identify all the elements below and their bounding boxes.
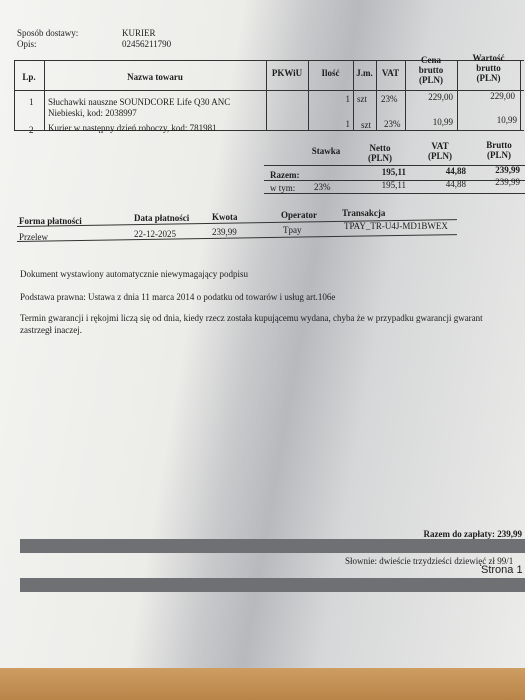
summary-bottom-border xyxy=(264,193,525,194)
payment-header-date: Data płatności xyxy=(134,213,190,223)
header-value-line: brutto xyxy=(476,63,501,73)
payment-header-transaction: Transakcja xyxy=(342,208,386,218)
total-to-pay: Razem do zapłaty: 239,99 xyxy=(423,529,522,539)
summary-header-gross-line: Brutto xyxy=(486,140,512,150)
row1-value: 229,00 xyxy=(490,91,515,101)
row2-vat: 23% xyxy=(384,119,401,129)
row1-price: 229,00 xyxy=(428,92,453,102)
summary-header-net-line: Netto xyxy=(369,143,391,153)
header-price-line: brutto xyxy=(418,65,444,75)
summary-total-label: Razem: xyxy=(270,170,300,180)
payment-amount: 239,99 xyxy=(212,227,237,237)
row1-unit: szt xyxy=(357,94,367,104)
col-border xyxy=(14,60,15,130)
header-price-line: (PLN) xyxy=(419,75,443,85)
header-value-line: (PLN) xyxy=(476,73,501,83)
payment-header-amount: Kwota xyxy=(212,212,238,222)
summary-total-vat: 44,88 xyxy=(445,166,466,176)
row2-unit: szt xyxy=(361,120,371,130)
header-name: Nazwa towaru xyxy=(127,72,183,82)
summary-header-vat xyxy=(410,141,470,161)
description-value: 02456211790 xyxy=(122,39,172,49)
header-price-line: Cena xyxy=(421,55,441,65)
note-legal: Podstawa prawna: Ustawa z dnia 11 marca 2014 o podatku od towarów i usług art.106e xyxy=(20,292,336,302)
summary-header-net-line: (PLN) xyxy=(368,153,392,163)
summary-header-gross-line: (PLN) xyxy=(487,150,511,160)
header-qty: Ilość xyxy=(321,68,340,78)
note-warranty: Termin gwarancji i rękojmi liczą się od dnia, kiedy rzecz została kupującemu wydana, chyba że w przypadku gwarancji gwarant xyxy=(20,313,483,323)
summary-incl-rate: 23% xyxy=(314,182,331,192)
summary-header-vat-line: VAT xyxy=(431,141,449,151)
payment-operator: Tpay xyxy=(283,225,302,235)
summary-incl-net: 195,11 xyxy=(381,180,406,190)
row2-qty: 1 xyxy=(345,119,350,129)
summary-incl-label: w tym: xyxy=(270,183,296,193)
row2-price: 10,99 xyxy=(432,117,453,127)
row2-value: 10,99 xyxy=(496,115,517,125)
header-value-line: Wartość xyxy=(472,53,505,63)
page-number: Strona 1 xyxy=(481,564,523,576)
note-auto: Dokument wystawiony automatycznie niewymagający podpisu xyxy=(20,269,248,279)
total-to-pay-bar xyxy=(20,539,525,553)
header-vat: VAT xyxy=(381,68,400,78)
summary-incl-gross: 239,99 xyxy=(495,177,520,187)
delivery-method-value: KURIER xyxy=(122,28,156,38)
summary-header-rate: Stawka xyxy=(311,146,341,156)
summary-header-net xyxy=(350,143,410,163)
col-border xyxy=(44,60,45,130)
payment-form: Przelew xyxy=(19,232,48,242)
row2-lp: 2 xyxy=(29,125,34,135)
description-label: Opis: xyxy=(17,39,37,49)
header-pkwiu: PKWiU xyxy=(271,68,303,78)
note-warranty-cont: zastrzegł inaczej. xyxy=(20,325,82,335)
row1-vat: 23% xyxy=(381,94,398,104)
payment-date: 22-12-2025 xyxy=(134,229,176,239)
delivery-method-label: Sposób dostawy: xyxy=(17,28,79,38)
payment-header-operator: Operator xyxy=(281,210,317,220)
summary-header-gross xyxy=(474,140,524,160)
payment-header-form: Forma płatności xyxy=(19,216,82,226)
amount-in-words: Słownie: dwieście trzydzieści dziewięć zł 99/1 xyxy=(345,556,514,566)
payment-transaction: TPAY_TR-U4J-MD1BWEX xyxy=(344,221,448,231)
header-value-gross xyxy=(457,53,520,83)
row2-name: Kurier w następny dzień roboczy, kod: 781981 xyxy=(48,123,217,133)
summary-incl-vat: 44,88 xyxy=(445,179,466,189)
row1-lp: 1 xyxy=(29,97,34,107)
row1-name: Słuchawki nauszne SOUNDCORE Life Q30 ANC xyxy=(48,97,231,107)
summary-header-vat-line: (PLN) xyxy=(428,151,452,161)
items-table-header-border xyxy=(14,90,524,91)
summary-total-net: 195,11 xyxy=(381,167,406,177)
header-lp: Lp. xyxy=(22,72,36,82)
row1-name-detail: Niebieski, kod: 2038997 xyxy=(48,108,137,118)
row1-qty: 1 xyxy=(345,94,350,104)
header-price-gross xyxy=(405,55,457,85)
page-footer-bar xyxy=(20,578,525,592)
col-border xyxy=(520,60,521,130)
header-unit: J.m. xyxy=(356,68,373,78)
summary-total-gross: 239,99 xyxy=(495,165,520,175)
